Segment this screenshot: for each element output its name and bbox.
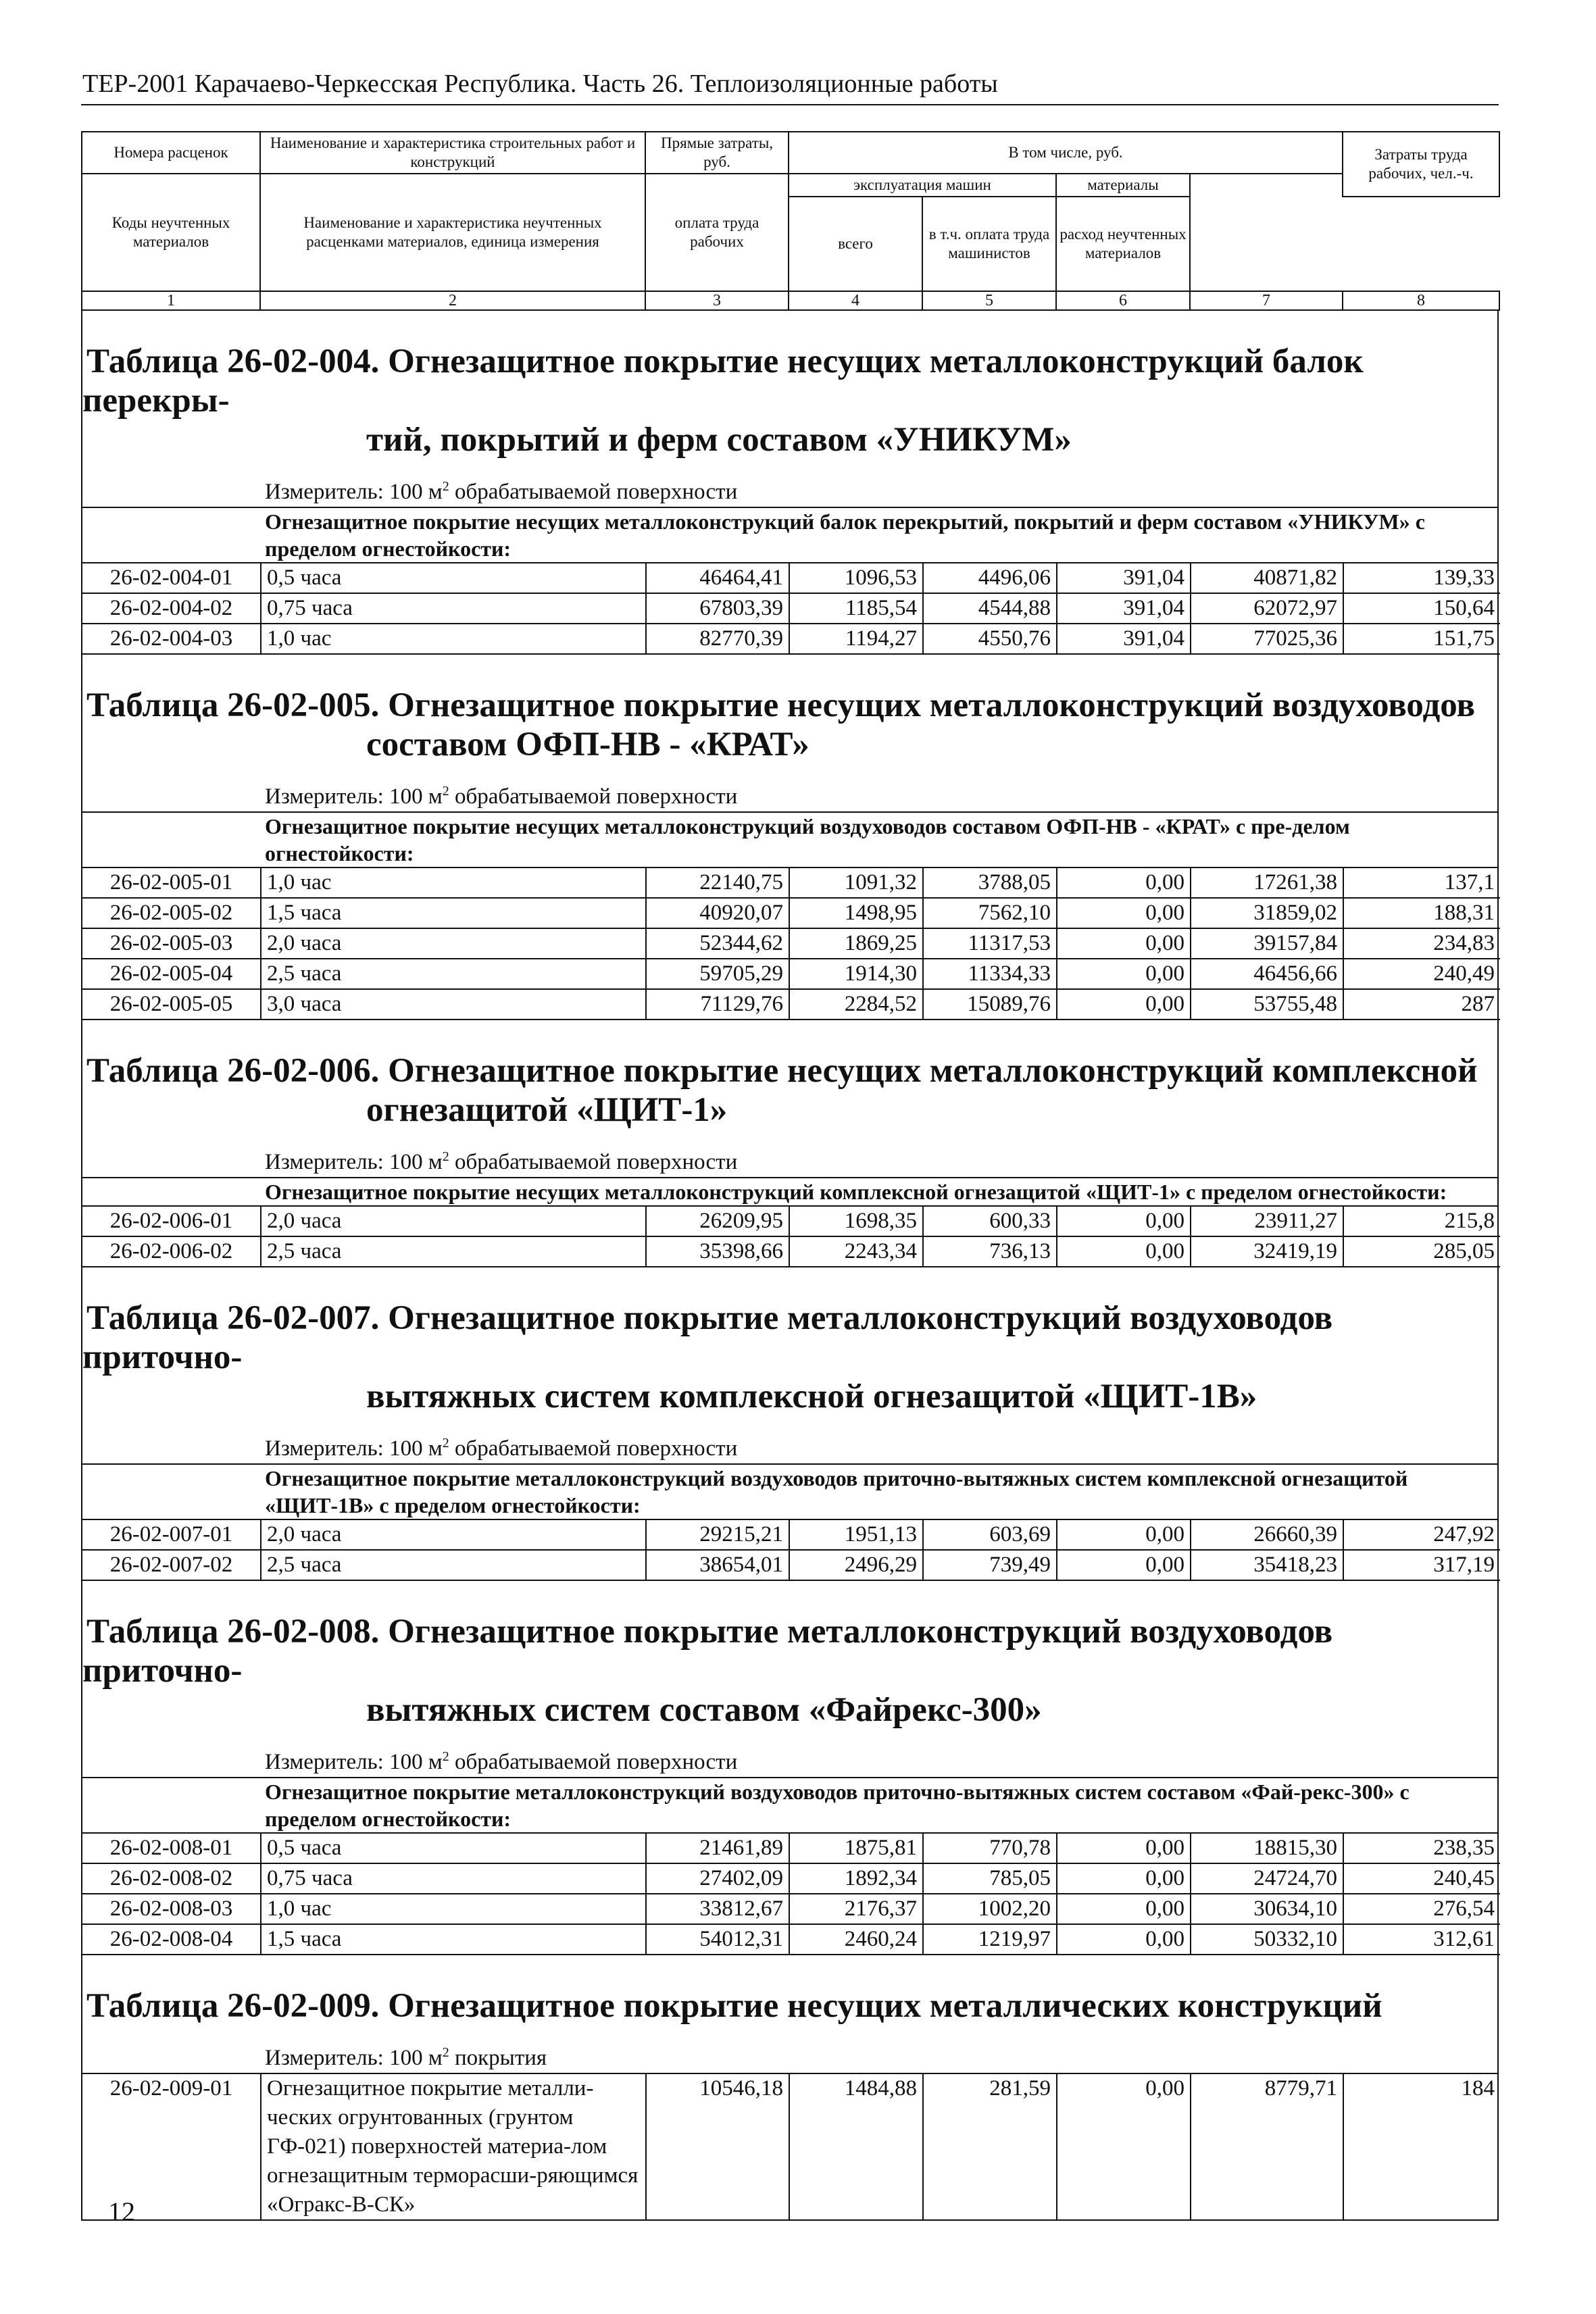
- page-number: 12: [108, 2196, 135, 2227]
- table-title-line: тий, покрытий и ферм составом «УНИКУМ»: [366, 421, 1072, 459]
- running-title: ТЕР-2001 Карачаево-Черкесская Республика. Часть 26. Теплоизоляционные работы: [81, 68, 1499, 105]
- cell-operator-pay: 391,04: [1057, 593, 1191, 624]
- cell-direct-costs: 59705,29: [646, 959, 789, 989]
- cell-labor-hours: 234,83: [1343, 928, 1500, 959]
- cell-rate-code: 26-02-008-03: [82, 1894, 261, 1924]
- header-machines-total: всего: [789, 197, 922, 291]
- cell-labor-hours: 137,1: [1343, 868, 1500, 898]
- unit-prefix: Измеритель: 100 м: [265, 480, 443, 504]
- table-title-line: Огнезащитное покрытие металлоконструкций воздуховодов приточно-: [82, 1613, 1333, 1690]
- cell-direct-costs: 35398,66: [646, 1236, 789, 1267]
- unit-exponent: 2: [442, 784, 449, 799]
- table-description: Огнезащитное покрытие несущих металлоконструкций комплексной огнезащитой «ЩИТ-1» с пределом огнестойкости:: [82, 1178, 1497, 1207]
- cell-material-usage: 30634,10: [1191, 1894, 1343, 1924]
- cell-machines-total: 15089,76: [923, 989, 1057, 1020]
- cell-operator-pay: 0,00: [1057, 1863, 1191, 1894]
- unit-prefix: Измеритель: 100 м: [265, 1150, 443, 1174]
- rates-table: [82, 868, 1500, 1020]
- cell-work-name: 2,0 часа: [261, 1207, 646, 1236]
- table-title-line: Огнезащитное покрытие несущих металлических конструкций: [388, 1987, 1382, 2025]
- header-material-codes: Коды неучтенных материалов: [82, 174, 260, 291]
- cell-machines-total: 600,33: [923, 1207, 1057, 1236]
- cell-work-name: 1,0 час: [261, 624, 646, 654]
- table-row: [82, 593, 1500, 624]
- cell-machines-total: 3788,05: [923, 868, 1057, 898]
- cell-rate-code: 26-02-009-01: [82, 2074, 261, 2219]
- unit-of-measure: [82, 1142, 1497, 1178]
- cell-machines-total: 739,49: [923, 1550, 1057, 1580]
- cell-rate-code: 26-02-005-01: [82, 868, 261, 898]
- cell-rate-code: 26-02-004-01: [82, 563, 261, 593]
- cell-worker-pay: 2176,37: [789, 1894, 923, 1924]
- cell-labor-hours: 184: [1461, 2076, 1495, 2101]
- table-title: [82, 1051, 1497, 1130]
- col-number: 8: [1343, 291, 1499, 310]
- cell-operator-pay: 0,00: [1057, 1550, 1191, 1580]
- cell-direct-costs: 67803,39: [646, 593, 789, 624]
- unit-prefix: Измеритель: 100 м: [265, 2046, 443, 2070]
- cell-work-name: 1,5 часа: [261, 1924, 646, 1955]
- cell-material-usage: 77025,36: [1191, 624, 1343, 654]
- cell-material-usage: 50332,10: [1191, 1924, 1343, 1955]
- cell-labor-hours: 287: [1343, 989, 1500, 1020]
- cell-operator-pay: 0,00: [1057, 1924, 1191, 1955]
- cell-direct-costs: 71129,76: [646, 989, 789, 1020]
- cell-material-usage: 26660,39: [1191, 1520, 1343, 1550]
- unit-of-measure: [82, 1742, 1497, 1778]
- cell-rate-code: 26-02-008-01: [82, 1834, 261, 1863]
- cell-rate-code: 26-02-008-02: [82, 1863, 261, 1894]
- cell-worker-pay: 1869,25: [789, 928, 923, 959]
- cell-operator-pay: 0,00: [1057, 989, 1191, 1020]
- cell-machines-total: 4544,88: [923, 593, 1057, 624]
- cell-operator-pay: 0,00: [1057, 959, 1191, 989]
- price-table-section: [82, 311, 1497, 655]
- table-code: Таблица 26-02-007.: [86, 1299, 380, 1337]
- cell-labor-hours: 247,92: [1343, 1520, 1500, 1550]
- cell-machines-total: 7562,10: [923, 898, 1057, 928]
- table-row: [82, 1236, 1500, 1267]
- cell-machines-total: 11317,53: [923, 928, 1057, 959]
- col-number: 7: [1190, 291, 1343, 310]
- table-description: Огнезащитное покрытие несущих металлоконструкций воздуховодов составом ОФП-НВ - «КРАТ» с пре-делом огнестойкости:: [82, 813, 1497, 868]
- rates-table: [82, 1834, 1500, 1955]
- price-tables: [81, 311, 1499, 2221]
- table-row: [82, 1894, 1500, 1924]
- cell-work-name: 0,5 часа: [261, 563, 646, 593]
- rates-table: [82, 1520, 1500, 1581]
- cell-worker-pay: 2460,24: [789, 1924, 923, 1955]
- cell-work-name: Огнезащитное покрытие металли-ческих огрунтованных (грунтом ГФ-021) поверхностей материа-лом огнезащитным терморасши-ряющимся «Огракс-В-СК»: [261, 2074, 646, 2219]
- table-row: [82, 1863, 1500, 1894]
- cell-material-usage: 35418,23: [1191, 1550, 1343, 1580]
- unit-suffix: обрабатываемой поверхности: [449, 1150, 738, 1174]
- table-title: [82, 1612, 1497, 1730]
- table-title: [82, 686, 1497, 764]
- price-table-section: [82, 1955, 1497, 2219]
- cell-machines-total: 11334,33: [923, 959, 1057, 989]
- cell-worker-pay: 2496,29: [789, 1550, 923, 1580]
- cell-machines-total: 281,59: [923, 2074, 1057, 2219]
- unit-of-measure: [82, 2038, 1497, 2074]
- cell-labor-hours: 317,19: [1343, 1550, 1500, 1580]
- cell-worker-pay: 1875,81: [789, 1834, 923, 1863]
- column-header-table: [81, 131, 1500, 311]
- cell-material-usage: 17261,38: [1191, 868, 1343, 898]
- cell-worker-pay: 1096,53: [789, 563, 923, 593]
- cell-direct-costs: 33812,67: [646, 1894, 789, 1924]
- cell-direct-costs: 38654,01: [646, 1550, 789, 1580]
- table-title: [82, 342, 1497, 459]
- cell-rate-code: 26-02-008-04: [82, 1924, 261, 1955]
- cell-worker-pay: 1892,34: [789, 1863, 923, 1894]
- cell-work-name: 2,0 часа: [261, 1520, 646, 1550]
- unit-suffix: обрабатываемой поверхности: [449, 1750, 738, 1774]
- header-material-usage: расход неучтенных материалов: [1056, 197, 1190, 291]
- price-table-section: [82, 655, 1497, 1020]
- cell-rate-code: 26-02-007-02: [82, 1550, 261, 1580]
- cell-worker-pay: 1951,13: [789, 1520, 923, 1550]
- price-table-section: [82, 1581, 1497, 1955]
- table-title-line: Огнезащитное покрытие металлоконструкций воздуховодов приточно-: [82, 1299, 1333, 1376]
- cell-work-name: 2,5 часа: [261, 1550, 646, 1580]
- table-code: Таблица 26-02-005.: [86, 686, 380, 724]
- cell-labor-hours: 238,35: [1343, 1834, 1500, 1863]
- cell-labor-hours: 215,8: [1343, 1207, 1500, 1236]
- cell-labor-hours: 139,33: [1343, 563, 1500, 593]
- cell-worker-pay: 1484,88: [789, 2074, 923, 2219]
- table-description: Огнезащитное покрытие несущих металлоконструкций балок перекрытий, покрытий и ферм составом «УНИКУМ» с пределом огнестойкости:: [82, 508, 1497, 563]
- unit-prefix: Измеритель: 100 м: [265, 1436, 443, 1461]
- header-work-name: Наименование и характеристика строительных работ и конструкций: [260, 132, 645, 174]
- cell-worker-pay: 1091,32: [789, 868, 923, 898]
- unit-exponent: 2: [442, 1749, 449, 1764]
- unit-exponent: 2: [442, 2045, 449, 2060]
- cell-direct-costs: 82770,39: [646, 624, 789, 654]
- cell-operator-pay: 0,00: [1057, 1207, 1191, 1236]
- col-number: 5: [922, 291, 1056, 310]
- cell-machines-total: 770,78: [923, 1834, 1057, 1863]
- cell-rate-code: 26-02-005-04: [82, 959, 261, 989]
- cell-labor-hours: 150,64: [1343, 593, 1500, 624]
- cell-machines-total: 1002,20: [923, 1894, 1057, 1924]
- rates-table: [82, 2074, 1500, 2219]
- table-title-line: Огнезащитное покрытие несущих металлоконструкций комплексной: [388, 1052, 1478, 1090]
- cell-direct-costs: 40920,07: [646, 898, 789, 928]
- cell-machines-total: 1219,97: [923, 1924, 1057, 1955]
- table-row: [82, 563, 1500, 593]
- cell-direct-costs: 46464,41: [646, 563, 789, 593]
- cell-worker-pay: 2243,34: [789, 1236, 923, 1267]
- cell-operator-pay: 391,04: [1057, 624, 1191, 654]
- header-labor-costs: Затраты труда рабочих, чел.-ч.: [1343, 132, 1499, 197]
- table-row: [82, 989, 1500, 1020]
- cell-worker-pay: 1185,54: [789, 593, 923, 624]
- col-number: 1: [82, 291, 260, 310]
- cell-machines-total: 4496,06: [923, 563, 1057, 593]
- cell-direct-costs: 29215,21: [646, 1520, 789, 1550]
- table-code: Таблица 26-02-006.: [86, 1052, 380, 1090]
- cell-material-usage: 32419,19: [1191, 1236, 1343, 1267]
- cell-rate-code: 26-02-007-01: [82, 1520, 261, 1550]
- col-number: 6: [1056, 291, 1190, 310]
- cell-rate-code: 26-02-004-02: [82, 593, 261, 624]
- cell-worker-pay: 1698,35: [789, 1207, 923, 1236]
- cell-direct-costs: 10546,18: [646, 2074, 789, 2219]
- cell-work-name: 0,5 часа: [261, 1834, 646, 1863]
- cell-material-usage: 62072,97: [1191, 593, 1343, 624]
- table-code: Таблица 26-02-008.: [86, 1613, 380, 1651]
- table-row: [82, 928, 1500, 959]
- table-row: [82, 868, 1500, 898]
- table-title: [82, 1299, 1497, 1416]
- cell-direct-costs: 27402,09: [646, 1863, 789, 1894]
- cell-material-usage: 46456,66: [1191, 959, 1343, 989]
- cell-worker-pay: 1914,30: [789, 959, 923, 989]
- unit-suffix: обрабатываемой поверхности: [449, 784, 738, 809]
- cell-material-usage: 8779,71: [1191, 2074, 1343, 2219]
- cell-worker-pay: 1194,27: [789, 624, 923, 654]
- cell-material-usage: 18815,30: [1191, 1834, 1343, 1863]
- table-row: [82, 1550, 1500, 1580]
- table-row: [82, 1520, 1500, 1550]
- table-row: [82, 1834, 1500, 1863]
- cell-work-name: 3,0 часа: [261, 989, 646, 1020]
- cell-operator-pay: 0,00: [1057, 1894, 1191, 1924]
- cell-work-name: 2,5 часа: [261, 959, 646, 989]
- cell-direct-costs: 52344,62: [646, 928, 789, 959]
- header-materials: материалы: [1056, 174, 1190, 197]
- cell-operator-pay: 0,00: [1057, 898, 1191, 928]
- col-number: 4: [789, 291, 922, 310]
- cell-operator-pay: 0,00: [1057, 1236, 1191, 1267]
- table-row: [82, 1207, 1500, 1236]
- cell-machines-total: 736,13: [923, 1236, 1057, 1267]
- cell-operator-pay: 0,00: [1057, 928, 1191, 959]
- unit-suffix: покрытия: [449, 2046, 547, 2070]
- cell-machines-total: 603,69: [923, 1520, 1057, 1550]
- table-row: [82, 959, 1500, 989]
- cell-machines-total: 4550,76: [923, 624, 1057, 654]
- cell-operator-pay: 0,00: [1057, 1834, 1191, 1863]
- unit-of-measure: [82, 472, 1497, 508]
- unit-suffix: обрабатываемой поверхности: [449, 480, 738, 504]
- col-number: 2: [260, 291, 645, 310]
- cell-labor-hours: 240,45: [1343, 1863, 1500, 1894]
- cell-rate-code: 26-02-005-02: [82, 898, 261, 928]
- cell-direct-costs: 26209,95: [646, 1207, 789, 1236]
- cell-worker-pay: 1498,95: [789, 898, 923, 928]
- cell-material-usage: 24724,70: [1191, 1863, 1343, 1894]
- table-title-line: огнезащитой «ЩИТ-1»: [366, 1091, 728, 1129]
- cell-labor-hours: 188,31: [1343, 898, 1500, 928]
- cell-machines-total: 785,05: [923, 1863, 1057, 1894]
- table-row: [82, 898, 1500, 928]
- cell-work-name: 2,5 часа: [261, 1236, 646, 1267]
- header-including: В том числе, руб.: [789, 132, 1343, 174]
- table-title: [82, 1986, 1497, 2026]
- cell-operator-pay: 0,00: [1057, 868, 1191, 898]
- table-code: Таблица 26-02-009.: [86, 1987, 380, 2025]
- table-description: Огнезащитное покрытие металлоконструкций воздуховодов приточно-вытяжных систем комплексной огнезащитой «ЩИТ-1В» с пределом огнестойкости:: [82, 1465, 1497, 1520]
- header-worker-pay: оплата труда рабочих: [645, 174, 789, 291]
- cell-operator-pay: 0,00: [1057, 2074, 1191, 2219]
- unit-exponent: 2: [442, 1436, 449, 1451]
- cell-work-name: 0,75 часа: [261, 593, 646, 624]
- cell-direct-costs: 21461,89: [646, 1834, 789, 1863]
- unit-exponent: 2: [442, 479, 449, 494]
- table-title-line: вытяжных систем составом «Файрекс-300»: [366, 1691, 1042, 1729]
- cell-labor-hours: 285,05: [1343, 1236, 1500, 1267]
- table-description: Огнезащитное покрытие металлоконструкций воздуховодов приточно-вытяжных систем составом «Фай-рекс-300» с пределом огнестойкости:: [82, 1778, 1497, 1834]
- cell-labor-hours: 151,75: [1343, 624, 1500, 654]
- unit-suffix: обрабатываемой поверхности: [449, 1436, 738, 1461]
- table-title-line: вытяжных систем комплексной огнезащитой «ЩИТ-1В»: [366, 1378, 1257, 1415]
- header-rate-numbers: Номера расценок: [82, 132, 260, 174]
- cell-rate-code: 26-02-006-02: [82, 1236, 261, 1267]
- table-code: Таблица 26-02-004.: [86, 343, 380, 380]
- cell-work-name: 1,0 час: [261, 1894, 646, 1924]
- unit-exponent: 2: [442, 1149, 449, 1164]
- cell-worker-pay: 2284,52: [789, 989, 923, 1020]
- cell-rate-code: 26-02-006-01: [82, 1207, 261, 1236]
- cell-material-usage: 31859,02: [1191, 898, 1343, 928]
- cell-direct-costs: 54012,31: [646, 1924, 789, 1955]
- cell-direct-costs: 22140,75: [646, 868, 789, 898]
- cell-rate-code: 26-02-004-03: [82, 624, 261, 654]
- col-number: 3: [645, 291, 789, 310]
- table-title-line: Огнезащитное покрытие несущих металлоконструкций балок перекры-: [82, 343, 1364, 420]
- cell-work-name: 1,0 час: [261, 868, 646, 898]
- cell-labor-hours: 240,49: [1343, 959, 1500, 989]
- cell-material-usage: 39157,84: [1191, 928, 1343, 959]
- cell-work-name: 0,75 часа: [261, 1863, 646, 1894]
- price-table-section: [82, 1020, 1497, 1267]
- unit-of-measure: [82, 776, 1497, 813]
- cell-operator-pay: 391,04: [1057, 563, 1191, 593]
- cell-rate-code: 26-02-005-05: [82, 989, 261, 1020]
- table-row: [82, 624, 1500, 654]
- page: [81, 68, 1499, 2221]
- cell-operator-pay: 0,00: [1057, 1520, 1191, 1550]
- cell-labor-hours: 276,54: [1343, 1894, 1500, 1924]
- table-title-line: составом ОФП-НВ - «КРАТ»: [366, 726, 809, 763]
- header-material-name: Наименование и характеристика неучтенных расценками материалов, единица измерения: [260, 174, 645, 291]
- cell-labor-hours: 312,61: [1343, 1924, 1500, 1955]
- price-table-section: [82, 1267, 1497, 1581]
- header-direct-costs: Прямые затраты, руб.: [645, 132, 789, 174]
- rates-table: [82, 1207, 1500, 1267]
- header-machines: эксплуатация машин: [789, 174, 1056, 197]
- unit-of-measure: [82, 1428, 1497, 1465]
- cell-material-usage: 40871,82: [1191, 563, 1343, 593]
- rates-table: [82, 563, 1500, 655]
- table-title-line: Огнезащитное покрытие несущих металлоконструкций воздуховодов: [388, 686, 1476, 724]
- table-row: [82, 1924, 1500, 1955]
- header-operator-pay: в т.ч. оплата труда машинистов: [922, 197, 1056, 291]
- cell-work-name: 1,5 часа: [261, 898, 646, 928]
- table-row: [82, 2074, 1500, 2219]
- cell-rate-code: 26-02-005-03: [82, 928, 261, 959]
- cell-material-usage: 53755,48: [1191, 989, 1343, 1020]
- unit-prefix: Измеритель: 100 м: [265, 1750, 443, 1774]
- cell-material-usage: 23911,27: [1191, 1207, 1343, 1236]
- unit-prefix: Измеритель: 100 м: [265, 784, 443, 809]
- cell-work-name: 2,0 часа: [261, 928, 646, 959]
